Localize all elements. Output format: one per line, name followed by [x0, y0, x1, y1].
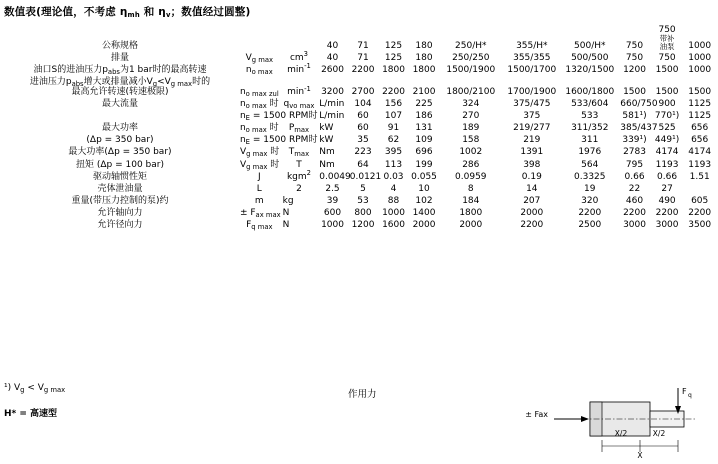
row-label: 进油压力$p_{abs}$增大或排量减小$V_g<V_{g max}$时的 最高允许转速(转速极限) — [29, 76, 211, 98]
header-label: 公称规格 — [101, 40, 138, 51]
header-size-2: 125 — [384, 40, 403, 51]
row-unit: $cm^3$ — [289, 50, 308, 63]
cell: 71 — [357, 52, 369, 63]
cell: 355/355 — [513, 52, 551, 63]
fq-label-sub: q — [688, 392, 692, 399]
cell: 8 — [467, 183, 474, 194]
cell: 1125 — [688, 111, 712, 122]
table-row — [2, 195, 716, 207]
cell: 199 — [415, 159, 433, 170]
header-size-8-value: 750 — [658, 25, 676, 35]
row-label: 重量(带压力控制的泵)约 — [71, 195, 169, 206]
footnote-1: ¹) $V_g < V_{g max}$ — [4, 383, 66, 394]
row-symbol: $n_{o max zul}$ — [239, 87, 279, 99]
footnote-2: H* = 高速型 — [4, 408, 58, 419]
cell: 2000 — [412, 219, 436, 230]
row-unit: kW — [319, 123, 334, 134]
cell: 0.03 — [383, 171, 404, 182]
x-label: X — [637, 451, 643, 460]
table-row — [2, 159, 716, 171]
row-label: 最大功率(Δp = 350 bar) — [68, 147, 172, 158]
force-diagram-svg — [482, 384, 712, 460]
cell: 219/277 — [513, 123, 551, 134]
cell: 525 — [658, 123, 676, 134]
row-unit: kgm$^2$ — [286, 169, 311, 182]
cell: 53 — [357, 195, 369, 206]
cell: 3000 — [623, 219, 646, 230]
cell: 605 — [691, 195, 709, 206]
cell: 2200 — [578, 207, 602, 218]
row-label: 扭矩 (Δp = 100 bar) — [75, 159, 164, 170]
cell: 490 — [658, 195, 676, 206]
row-unit: Nm — [319, 147, 335, 158]
header-size-6: 500/H* — [574, 40, 606, 51]
header-size-5: 355/H* — [516, 40, 548, 51]
row-unit: L/min — [319, 99, 345, 110]
cell: 660/750 — [620, 99, 658, 110]
cell: 339¹) — [622, 135, 647, 146]
cell: 189 — [462, 123, 480, 134]
cell: 0.0049 — [319, 171, 351, 182]
cell: 696 — [415, 147, 433, 158]
cell: 1400 — [412, 207, 436, 218]
fax-label: ± Fax — [525, 410, 548, 419]
header-size-0: 40 — [326, 40, 339, 51]
x-half-left-label: X/2 — [614, 429, 628, 438]
cell: 375/475 — [513, 99, 551, 110]
cell: 270 — [462, 111, 480, 122]
cell: 3200 — [321, 87, 344, 98]
cell: 125 — [384, 52, 403, 63]
table-row — [2, 98, 716, 110]
cell: 64 — [357, 159, 369, 170]
table-row — [2, 64, 716, 76]
cell: 113 — [384, 159, 403, 170]
cell: 35 — [357, 135, 369, 146]
table-row — [2, 146, 716, 158]
cell: 0.055 — [411, 171, 437, 182]
cell: 102 — [415, 195, 433, 206]
cell: 0.3325 — [574, 171, 606, 182]
cell: 2500 — [578, 219, 602, 230]
cell: 1976 — [578, 147, 602, 158]
cell: 225 — [415, 99, 433, 110]
cell: 311/352 — [571, 123, 609, 134]
row-symbol: $V_{g max}$ 时 — [239, 147, 280, 159]
header-size-4: 250/H* — [455, 40, 487, 51]
cell: 14 — [526, 183, 538, 194]
row-unit: N — [282, 219, 290, 230]
cell: 533/604 — [571, 99, 609, 110]
cell: 1500 — [688, 87, 712, 98]
cell: 156 — [384, 99, 403, 110]
row-symbol: $V_{g max}$ — [245, 52, 274, 64]
row-symbol: $n_{o max}$ 时 — [239, 123, 279, 135]
cell: 1800 — [382, 64, 405, 75]
cell: 581¹) — [622, 111, 647, 122]
header-size-8 — [651, 24, 684, 52]
cell: 2200 — [623, 207, 646, 218]
cell: 4 — [390, 183, 397, 194]
row-symbol: $n_E = 1500$ RPM时 — [239, 135, 318, 147]
cell: 250/250 — [452, 52, 490, 63]
row-symbol: $n_E = 1500$ RPM时 — [239, 111, 318, 123]
header-unit-col — [281, 24, 318, 52]
row-unit: Nm — [319, 159, 335, 170]
cell: 39 — [326, 195, 339, 206]
table-row — [2, 219, 716, 231]
cell: 1125 — [688, 99, 712, 110]
cell: 460 — [625, 195, 644, 206]
cell: 1000 — [321, 219, 344, 230]
row-unit: kg — [282, 195, 294, 206]
header-size-3: 180 — [415, 40, 433, 51]
row-unit: $\min^{-1}$ — [287, 62, 311, 75]
row-symbol-2: $T_{max}$ — [288, 147, 310, 159]
cell: 60 — [357, 123, 369, 134]
cell: 3000 — [655, 219, 679, 230]
cell: 0.66 — [624, 171, 645, 182]
row-symbol: $n_{o max}$ — [245, 64, 273, 76]
header-size-7: 750 — [625, 40, 644, 51]
cell: 1500 — [655, 64, 679, 75]
figure-caption: 作用力 — [348, 389, 377, 400]
cell: 27 — [661, 183, 673, 194]
cell: 19 — [584, 183, 596, 194]
cell: 320 — [581, 195, 599, 206]
cell: 286 — [462, 159, 480, 170]
cell: 223 — [354, 147, 372, 158]
header-symbol-col — [238, 24, 281, 52]
table-row — [2, 76, 716, 98]
cell: 5 — [360, 183, 366, 194]
cell: 324 — [462, 99, 480, 110]
cell: 311 — [581, 135, 599, 146]
table-row — [2, 183, 716, 195]
cell: 449¹) — [654, 135, 680, 146]
cell: 1002 — [459, 147, 483, 158]
cell: 219 — [523, 135, 541, 146]
row-unit: L/min — [319, 111, 345, 122]
cell: 1800 — [412, 64, 436, 75]
cell: 1000 — [688, 64, 712, 75]
cell: 0.19 — [521, 171, 542, 182]
cell: 1800/2100 — [446, 87, 496, 98]
cell: 2200 — [382, 87, 405, 98]
table-row — [2, 52, 716, 64]
row-unit: 2 — [296, 183, 302, 194]
row-label: 壳体泄油量 — [97, 183, 143, 194]
row-symbol: J — [257, 171, 261, 182]
header-size-9: 1000 — [688, 40, 712, 51]
specification-table — [2, 24, 716, 231]
row-label — [2, 110, 238, 122]
row-label: 最大流量 — [101, 99, 138, 110]
cell: 158 — [462, 135, 480, 146]
cell: 385/437 — [620, 123, 658, 134]
row-symbol: L — [256, 183, 262, 194]
cell: 750 — [658, 52, 676, 63]
cell: 375 — [523, 111, 541, 122]
row-symbol-2: T — [296, 159, 302, 170]
cell: 107 — [384, 111, 403, 122]
page-title: 数值表(理论值，不考虑 $\eta_{mh}$ 和 $\eta_v$；数值经过圆整) — [4, 6, 251, 19]
cell: 2100 — [412, 87, 436, 98]
row-symbol-2: $P_{max}$ — [288, 123, 310, 135]
header-size-8-note1: 带补 — [659, 34, 675, 44]
row-unit: N — [282, 207, 290, 218]
cell: 1193 — [655, 159, 679, 170]
cell: 1200 — [623, 64, 646, 75]
table-row — [2, 134, 716, 146]
cell: 2000 — [520, 207, 544, 218]
row-label: 油口S的进油压力$p_{abs}$为1 bar时的最高转速 — [33, 64, 207, 76]
cell: 1193 — [688, 159, 712, 170]
cell: 1500/1900 — [446, 64, 496, 75]
row-symbol: ± $F_{ax max}$ — [239, 207, 281, 219]
cell: 91 — [387, 123, 400, 134]
cell: 2700 — [351, 87, 375, 98]
row-unit: kW — [319, 135, 334, 146]
cell: 88 — [387, 195, 400, 206]
cell: 2200 — [520, 219, 544, 230]
row-symbol-2: $q_{vo max}$ — [283, 99, 315, 111]
row-label: (Δp = 350 bar) — [86, 135, 154, 146]
cell: 398 — [523, 159, 541, 170]
cell: 1600/1800 — [565, 87, 615, 98]
cell: 104 — [354, 99, 372, 110]
cell: 2783 — [623, 147, 646, 158]
cell: 1200 — [351, 219, 375, 230]
row-label: 允许径向力 — [97, 219, 143, 230]
cell: 4174 — [688, 147, 712, 158]
cell: 184 — [462, 195, 480, 206]
cell: 1000 — [382, 207, 405, 218]
cell: 0.0121 — [349, 171, 382, 182]
cell: 600 — [323, 207, 342, 218]
cell: 0.0959 — [455, 171, 487, 182]
cell: 1500/1700 — [507, 64, 557, 75]
table-row — [2, 171, 716, 183]
cell: 900 — [658, 99, 676, 110]
cell: 3500 — [688, 219, 712, 230]
row-label: 最大功率 — [101, 123, 138, 134]
cell: 564 — [581, 159, 599, 170]
cell: 2000 — [459, 219, 483, 230]
cell: 40 — [326, 52, 339, 63]
cell: 533 — [581, 111, 599, 122]
cell: 656 — [691, 123, 709, 134]
row-unit: $\min^{-1}$ — [287, 84, 311, 98]
cell: 1000 — [688, 52, 712, 63]
row-label: 允许轴向力 — [97, 207, 143, 218]
cell: 1391 — [520, 147, 544, 158]
cell: 2200 — [688, 207, 712, 218]
cell: 1500 — [623, 87, 646, 98]
row-symbol: $n_{o max}$ 时 — [239, 99, 279, 111]
table-row — [2, 110, 716, 122]
cell: 10 — [418, 183, 430, 194]
cell: 2200 — [655, 207, 679, 218]
cell: 131 — [415, 123, 433, 134]
cell: 800 — [354, 207, 372, 218]
footnotes — [4, 382, 65, 421]
cell: 0.66 — [657, 171, 678, 182]
cell: 1.51 — [689, 171, 710, 182]
cell: 500/500 — [571, 52, 609, 63]
force-diagram — [484, 384, 714, 460]
cell: 1800 — [459, 207, 483, 218]
cell: 186 — [415, 111, 433, 122]
cell: 60 — [357, 111, 369, 122]
cell: 1500 — [655, 87, 679, 98]
cell: 180 — [415, 52, 433, 63]
row-label: 驱动轴惯性矩 — [92, 171, 147, 182]
table-row — [2, 122, 716, 134]
cell: 207 — [523, 195, 541, 206]
cell: 1600 — [382, 219, 405, 230]
cell: 656 — [691, 135, 709, 146]
table-row — [2, 207, 716, 219]
cell: 2200 — [351, 64, 375, 75]
row-symbol: $F_{q max}$ — [246, 219, 273, 231]
header-size-1: 71 — [357, 40, 369, 51]
cell: 795 — [625, 159, 644, 170]
cell: 1320/1500 — [565, 64, 615, 75]
cell: 770¹) — [654, 111, 680, 122]
cell: 2600 — [321, 64, 344, 75]
row-symbol: m — [254, 195, 264, 206]
header-size-8-note2: 油泵 — [659, 41, 675, 51]
cell: 22 — [628, 183, 641, 194]
cell: 750 — [625, 52, 644, 63]
row-symbol: $V_{g max}$ 时 — [239, 159, 280, 171]
cell: 395 — [384, 147, 403, 158]
fax-arrow-head — [581, 416, 589, 422]
cell: 4174 — [655, 147, 679, 158]
table-header-row — [2, 24, 716, 52]
x-half-right-label: X/2 — [652, 429, 666, 438]
cell: 62 — [387, 135, 400, 146]
row-label: 排量 — [110, 52, 129, 63]
cell: 109 — [415, 135, 433, 146]
cell: 2.5 — [325, 183, 340, 194]
cell: 1700/1900 — [507, 87, 557, 98]
fq-label: F — [682, 387, 687, 396]
